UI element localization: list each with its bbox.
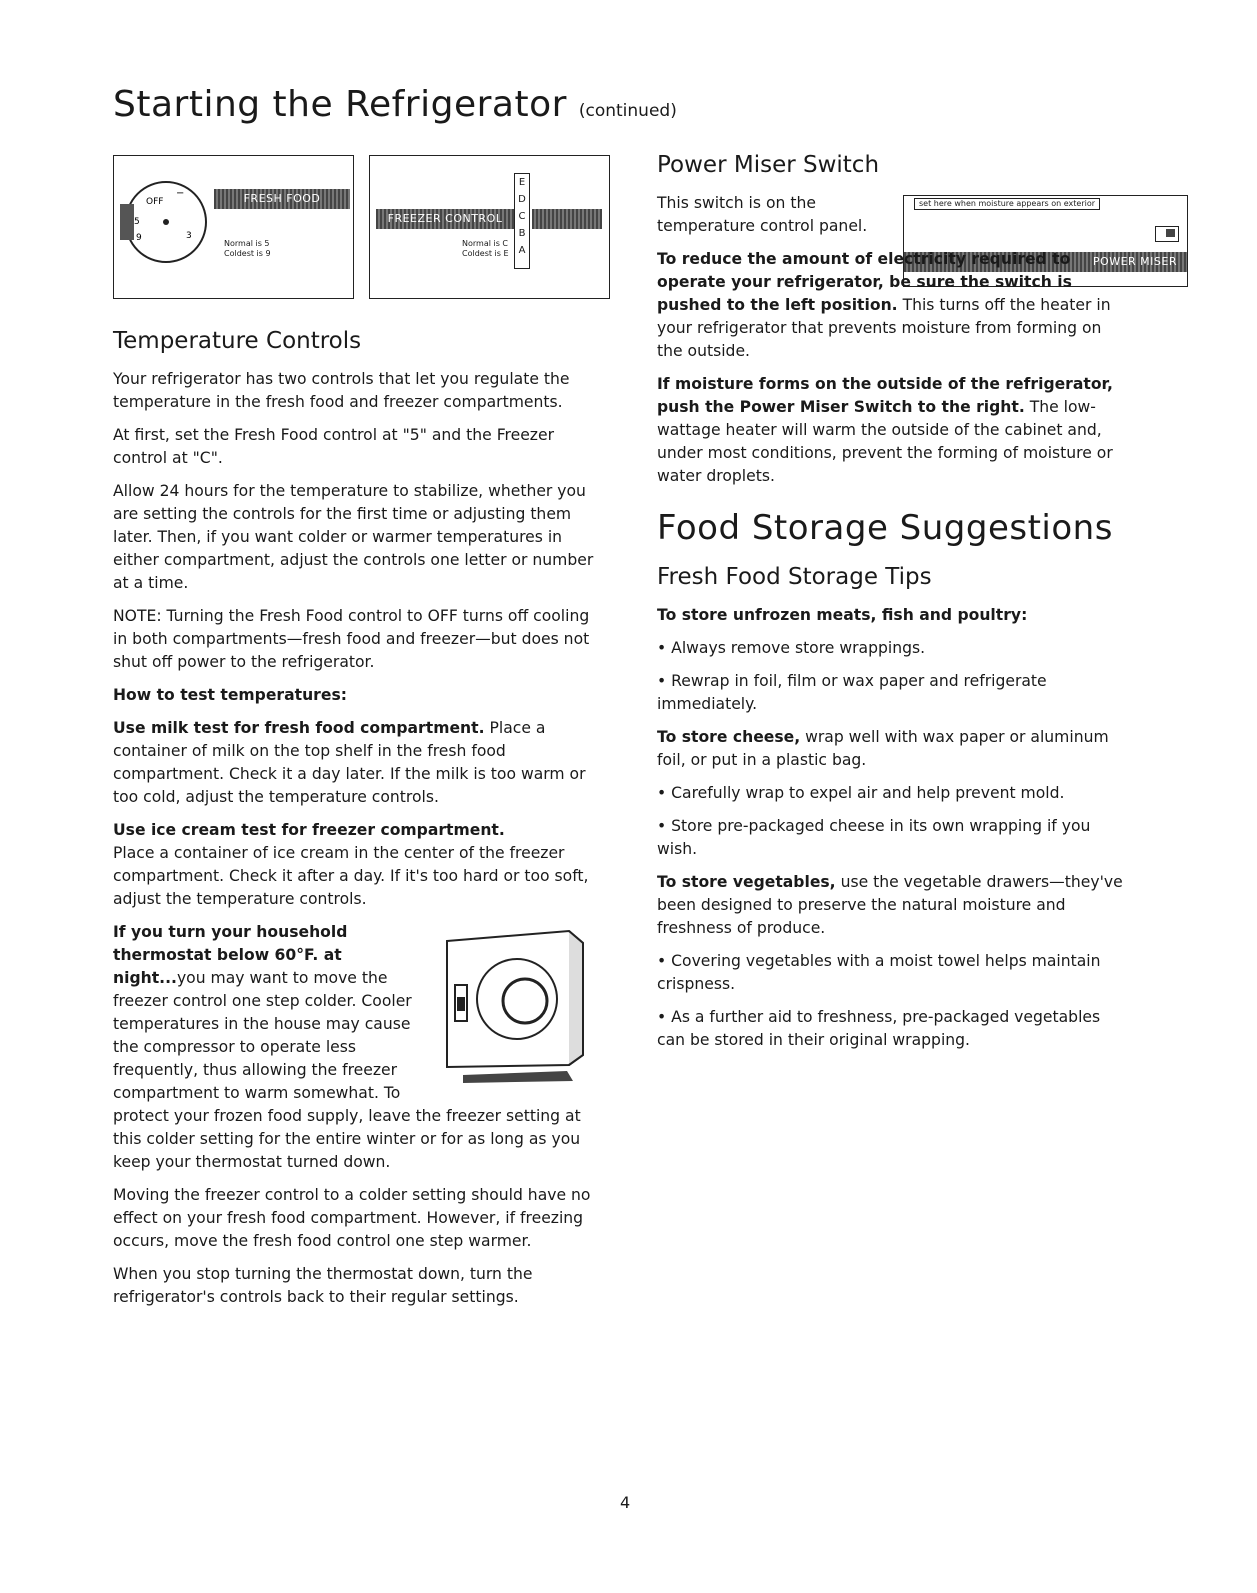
- fresh-food-control-panel: [113, 155, 354, 299]
- power-miser-heading: Power Miser Switch: [657, 152, 880, 178]
- paragraph: Moving the freezer control to a colder setting should have no effect on your fresh food compartment. However, if freezing occurs, move the fresh food control one step warmer.: [113, 1186, 591, 1250]
- milk-test-bold: Use milk test for fresh food compartment.: [113, 719, 485, 737]
- fresh-coldest-note: Coldest is 9: [224, 249, 271, 258]
- svg-text:3: 3: [186, 231, 192, 241]
- power-miser-label: POWER MISER: [904, 252, 1187, 272]
- thermostat-block: [113, 921, 603, 1174]
- ice-cream-test-paragraph: [113, 819, 603, 911]
- cheese-text: wrap well with wax paper or aluminum foil, or put in a plastic bag.: [657, 728, 1109, 769]
- cheese-bold: To store cheese,: [657, 728, 801, 746]
- power-miser-intro: [657, 192, 887, 238]
- meats-bullet: • Always remove store wrappings.: [657, 639, 926, 657]
- paragraph: When you stop turning the thermostat down, turn the refrigerator's controls back to their regular settings.: [113, 1265, 533, 1306]
- svg-text:9: 9: [136, 233, 142, 243]
- power-miser-paragraph-2: [657, 373, 1127, 488]
- meats-heading: To store unfrozen meats, fish and poultry:: [657, 606, 1028, 624]
- svg-text:5: 5: [134, 217, 140, 227]
- page-title-text: Starting the Refrigerator: [113, 84, 567, 125]
- power-miser-bold-1: To reduce the amount of electricity required to operate your refrigerator, be sure the switch is pushed to the left position.: [657, 250, 1072, 314]
- milk-test-text: Place a container of milk on the top shelf in the fresh food compartment. Check it a day later. If the milk is too warm or too cold, adjust the temperature controls.: [113, 719, 586, 806]
- cheese-bullet: • Store pre-packaged cheese in its own wrapping if you wish.: [657, 817, 1091, 858]
- ice-cream-test-text: Place a container of ice cream in the center of the freezer compartment. Check it after a day. If it's too hard or too soft, adjust the temperature controls.: [113, 844, 589, 908]
- paragraph: Allow 24 hours for the temperature to stabilize, whether you are setting the controls for the first time or adjusting them later. Then, if you want colder or warmer temperatures in either compartment, adjust the controls one letter or number at a time.: [113, 482, 594, 592]
- cheese-paragraph: [657, 726, 1127, 772]
- power-miser-text-2: The low-wattage heater will warm the outside of the cabinet and, under most conditions, prevent the forming of moisture or water droplets.: [657, 398, 1113, 485]
- right-column: [657, 150, 1127, 1062]
- thermostat-text: you may want to move the freezer control one step colder. Cooler temperatures in the house may cause the compressor to operate less frequently, thus allowing the freezer compartment to warm somewhat. To protect your frozen food supply, leave the freezer setting at this colder setting for the entire winter or for as long as you keep your thermostat turned down.: [113, 969, 581, 1171]
- freezer-letter: D: [518, 194, 526, 205]
- continued-label: (continued): [578, 101, 677, 121]
- paragraph: Your refrigerator has two controls that let you regulate the temperature in the fresh food and freezer compartments.: [113, 370, 570, 411]
- power-miser-switch-icon: [1155, 226, 1179, 242]
- meats-bullet: • Rewrap in foil, film or wax paper and refrigerate immediately.: [657, 672, 1047, 713]
- fresh-normal-note: Normal is 5: [224, 239, 270, 248]
- paragraph: NOTE: Turning the Fresh Food control to OFF turns off cooling in both compartments—fresh food and freezer—but does not shut off power to the refrigerator.: [113, 607, 590, 671]
- vegetables-bullet: • Covering vegetables with a moist towel helps maintain crispness.: [657, 952, 1101, 993]
- power-miser-bold-2: If moisture forms on the outside of the refrigerator, push the Power Miser Switch to the right.: [657, 375, 1113, 416]
- power-miser-intro-text: This switch is on the temperature control panel.: [657, 194, 868, 235]
- cheese-bullet: • Carefully wrap to expel air and help prevent mold.: [657, 784, 1065, 802]
- fresh-food-dial-icon: [118, 174, 214, 270]
- thermostat-bold: If you turn your household thermostat below 60°F. at night...: [113, 923, 348, 987]
- page-title: [113, 84, 677, 125]
- freezer-letter: C: [518, 211, 526, 222]
- power-miser-paragraph-1: [657, 248, 1127, 363]
- freezer-control-bar-right: [532, 209, 602, 229]
- test-temperatures-heading: How to test temperatures:: [113, 686, 347, 704]
- freezer-normal-note: Normal is C: [462, 239, 509, 248]
- svg-text:OFF: OFF: [146, 197, 164, 207]
- power-miser-text-1: This turns off the heater in your refrigerator that prevents moisture from forming on the outside.: [657, 296, 1111, 360]
- freezer-letter: E: [518, 177, 526, 188]
- thermostat-icon: [433, 925, 593, 1085]
- freezer-control-panel: [369, 155, 610, 299]
- freezer-letter: B: [518, 228, 526, 239]
- fresh-food-storage-subheading: Fresh Food Storage Tips: [657, 564, 932, 590]
- freezer-coldest-note: Coldest is E: [462, 249, 509, 258]
- page-number: 4: [620, 1493, 631, 1512]
- vegetables-paragraph: [657, 871, 1127, 940]
- fresh-food-control-label: FRESH FOOD CONTROL: [214, 189, 350, 209]
- freezer-control-label: FREEZER CONTROL: [376, 209, 514, 229]
- power-miser-note: set here when moisture appears on exterior: [914, 198, 1100, 210]
- milk-test-paragraph: [113, 717, 603, 809]
- freezer-letter-scale: [514, 173, 530, 269]
- vegetables-bold: To store vegetables,: [657, 873, 836, 891]
- svg-text:−: −: [176, 188, 185, 199]
- left-column: [113, 326, 603, 1319]
- vegetables-text: use the vegetable drawers—they've been designed to preserve the natural moisture and freshness of produce.: [657, 873, 1123, 937]
- vegetables-bullet: • As a further aid to freshness, pre-packaged vegetables can be stored in their original wrapping.: [657, 1008, 1101, 1049]
- ice-cream-test-bold: Use ice cream test for freezer compartment.: [113, 821, 505, 839]
- freezer-letter: A: [518, 245, 526, 256]
- paragraph: At first, set the Fresh Food control at "5" and the Freezer control at "C".: [113, 426, 554, 467]
- food-storage-heading: Food Storage Suggestions: [657, 508, 1113, 548]
- temperature-controls-heading: Temperature Controls: [113, 328, 362, 354]
